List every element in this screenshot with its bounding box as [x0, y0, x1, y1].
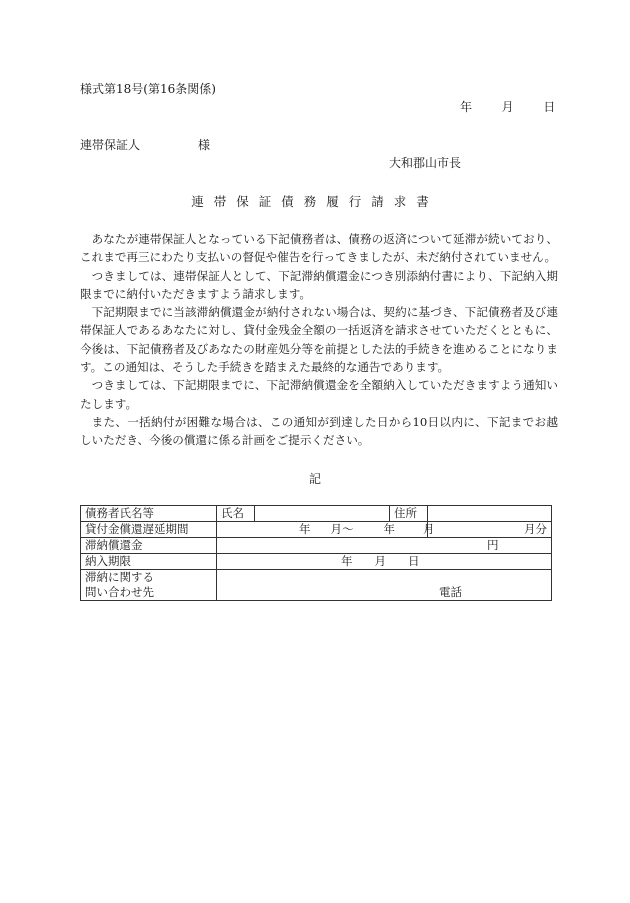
address-field[interactable]: [428, 506, 552, 522]
paragraph: 下記期限までに当該滞納償還金が納付されない場合は、契約に基づき、下記債務者及び連帯保証人であるあなたに対し、貸付金残金全額の一括返済を請求させていただくとともに、今後は、下記債務者及びあなたの財産処分等を前提とした法的手続きを進めることになります。この通知は、そうした手続きを踏まえた最終的な通告であります。: [80, 305, 558, 375]
issuer: 大和郡山市長: [389, 156, 462, 170]
period-month2: 月: [423, 522, 435, 536]
debtor-label: 債務者氏名等: [81, 506, 217, 522]
deadline-field[interactable]: [217, 554, 552, 570]
arrears-field[interactable]: [217, 538, 552, 554]
deadline-label: 納入期限: [81, 554, 217, 570]
table-row: [81, 570, 552, 601]
deadline-month: 月: [374, 554, 386, 568]
table-row: [81, 554, 552, 570]
period-month-to: 月～: [330, 522, 354, 536]
period-year2: 年: [383, 522, 395, 536]
yen-unit: 円: [487, 538, 499, 552]
contact-label-line1: 滞納に関する: [85, 570, 154, 584]
ki-heading: 記: [308, 472, 321, 486]
date-month: 月: [501, 100, 514, 114]
period-year1: 年: [299, 522, 311, 536]
addressee: [80, 136, 210, 153]
contact-field[interactable]: [217, 570, 552, 601]
info-table: [80, 505, 552, 601]
paragraph: つきましては、下記期限までに、下記滞納償還金を全額納入していただきますよう通知いたします。: [80, 378, 558, 411]
form-number: 様式第18号(第16条関係): [80, 82, 216, 96]
deadline-year: 年: [341, 554, 353, 568]
date-day: 日: [543, 100, 556, 114]
date-line: [460, 98, 555, 115]
document-title: 連帯保証債務履行請求書: [191, 194, 439, 209]
paragraph: また、一括納付が困難な場合は、この通知が到達した日から10日以内に、下記までお越しいただき、今後の償還に係る計画をご提示ください。: [80, 414, 558, 448]
phone-label: 電話: [439, 585, 462, 599]
name-label: 氏名: [217, 506, 255, 522]
deadline-day: 日: [408, 554, 420, 568]
table-row: [81, 506, 552, 522]
period-label: 貸付金償還遅延期間: [81, 522, 217, 538]
addressee-honorific: 様: [198, 138, 211, 152]
name-field[interactable]: [255, 506, 390, 522]
contact-label-line2: 問い合わせ先: [85, 585, 154, 599]
paragraph: つきましては、連帯保証人として、下記滞納償還金につき別添納付書により、下記納入期限までに納付いただきますよう請求します。: [80, 268, 558, 301]
period-field[interactable]: [217, 522, 435, 538]
table-row: [81, 522, 552, 538]
arrears-label: 滞納償還金: [81, 538, 217, 554]
address-label: 住所: [390, 506, 428, 522]
date-year: 年: [460, 100, 473, 114]
paragraph: あなたが連帯保証人となっている下記債務者は、債務の返済について延滞が続いており、これまで再三にわたり支払いの督促や催告を行ってきましたが、未だ納付されていません。: [80, 232, 558, 265]
months-field[interactable]: 月分: [428, 522, 552, 538]
contact-label: [81, 570, 217, 601]
body-text: [80, 230, 558, 450]
addressee-role: 連帯保証人: [80, 138, 141, 152]
table-row: [81, 538, 552, 554]
